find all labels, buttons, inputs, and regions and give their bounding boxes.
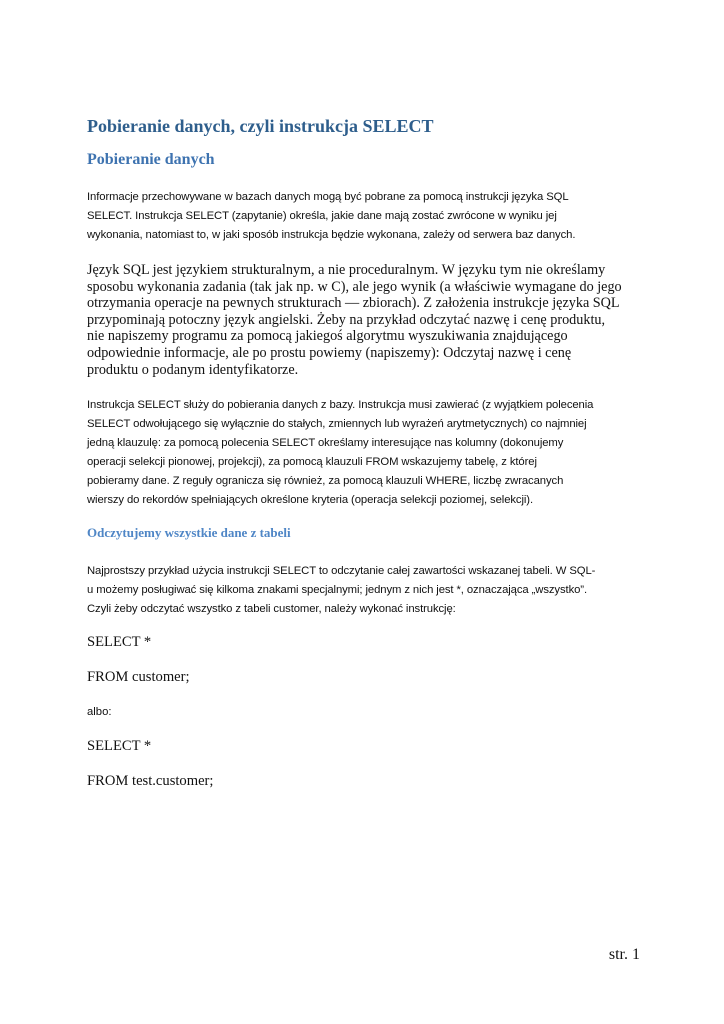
text-line: Czyli żeby odczytać wszystko z tabeli customer, należy wykonać instrukcję: bbox=[87, 603, 456, 615]
text-line: Najprostszy przykład użycia instrukcji SELECT to odczytanie całej zawartości wskazanej tabeli. W SQL- bbox=[87, 565, 596, 577]
text-line: Język SQL jest językiem strukturalnym, a nie proceduralnym. W języku tym nie określamy bbox=[87, 262, 606, 278]
text-line: otrzymania operacje na pewnych strukturach — zbiorach). Z założenia instrukcje języka SQL bbox=[87, 295, 620, 312]
text-line: SELECT. Instrukcja SELECT (zapytanie) określa, jakie dane mają zostać zwrócone w wyniku jej bbox=[87, 210, 557, 222]
text-line: nie napiszemy programu za pomocą jakiegoś algorytmu wyszukiwania znajdującego bbox=[87, 328, 568, 345]
code-line: SELECT * bbox=[87, 738, 152, 754]
code-line: SELECT * bbox=[87, 634, 152, 650]
page-number: str. 1 bbox=[608, 946, 640, 963]
code-line: FROM customer; bbox=[87, 669, 190, 685]
text-line: sposobu wykonania zadania (tak jak np. w C), ale jego wynik (a właściwie wymagane do jego bbox=[87, 278, 622, 295]
connector-text: albo: bbox=[87, 706, 112, 718]
text-line: SELECT odwołującego się wyłącznie do stałych, zmiennych lub wyrażeń arytmetycznych) co najmniej bbox=[87, 418, 587, 430]
paragraph-select-all bbox=[87, 562, 643, 619]
section-heading: Pobieranie danych bbox=[87, 151, 215, 168]
text-line: jedną klauzulę: za pomocą polecenia SELECT określamy interesujące nas kolumny (dokonujemy bbox=[87, 437, 564, 449]
text-line: Informacje przechowywane w bazach danych mogą być pobrane za pomocą instrukcji języka SQL bbox=[87, 191, 569, 203]
paragraph-sql-structural bbox=[87, 262, 653, 378]
text-line: Instrukcja SELECT służy do pobierania danych z bazy. Instrukcja musi zawierać (z wyjątkiem polecenia bbox=[87, 399, 594, 411]
text-line: odpowiednie informacje, ale po prostu powiemy (napiszemy): Odczytaj nazwę i cenę bbox=[87, 344, 572, 361]
text-line: pobieramy dane. Z reguły ogranicza się również, za pomocą klauzuli WHERE, liczbę zwracanych bbox=[87, 475, 564, 487]
code-line: FROM test.customer; bbox=[87, 773, 214, 789]
text-line: produktu o podanym identyfikatorze. bbox=[87, 361, 299, 378]
paragraph-intro bbox=[87, 188, 643, 245]
paragraph-select-clause bbox=[87, 396, 643, 510]
text-line: wykonania, natomiast to, w jaki sposób instrukcja będzie wykonana, zależy od serwera baz danych. bbox=[87, 229, 576, 241]
text-line: u możemy posługiwać się kilkoma znakami specjalnymi; jednym z nich jest *, oznaczająca „wszystko”. bbox=[87, 584, 588, 596]
text-line: operacji selekcji pionowej, projekcji), za pomocą klauzuli FROM wskazujemy tabelę, z której bbox=[87, 456, 537, 468]
document-title: Pobieranie danych, czyli instrukcja SELECT bbox=[87, 116, 434, 136]
subsection-heading: Odczytujemy wszystkie dane z tabeli bbox=[87, 525, 291, 540]
text-line: przypominają potoczny język angielski. Żeby na przykład odczytać nazwę i cenę produktu, bbox=[87, 311, 606, 328]
text-line: wierszy do rekordów spełniających określone kryteria (operacja selekcji poziomej, selekcji). bbox=[87, 494, 533, 506]
